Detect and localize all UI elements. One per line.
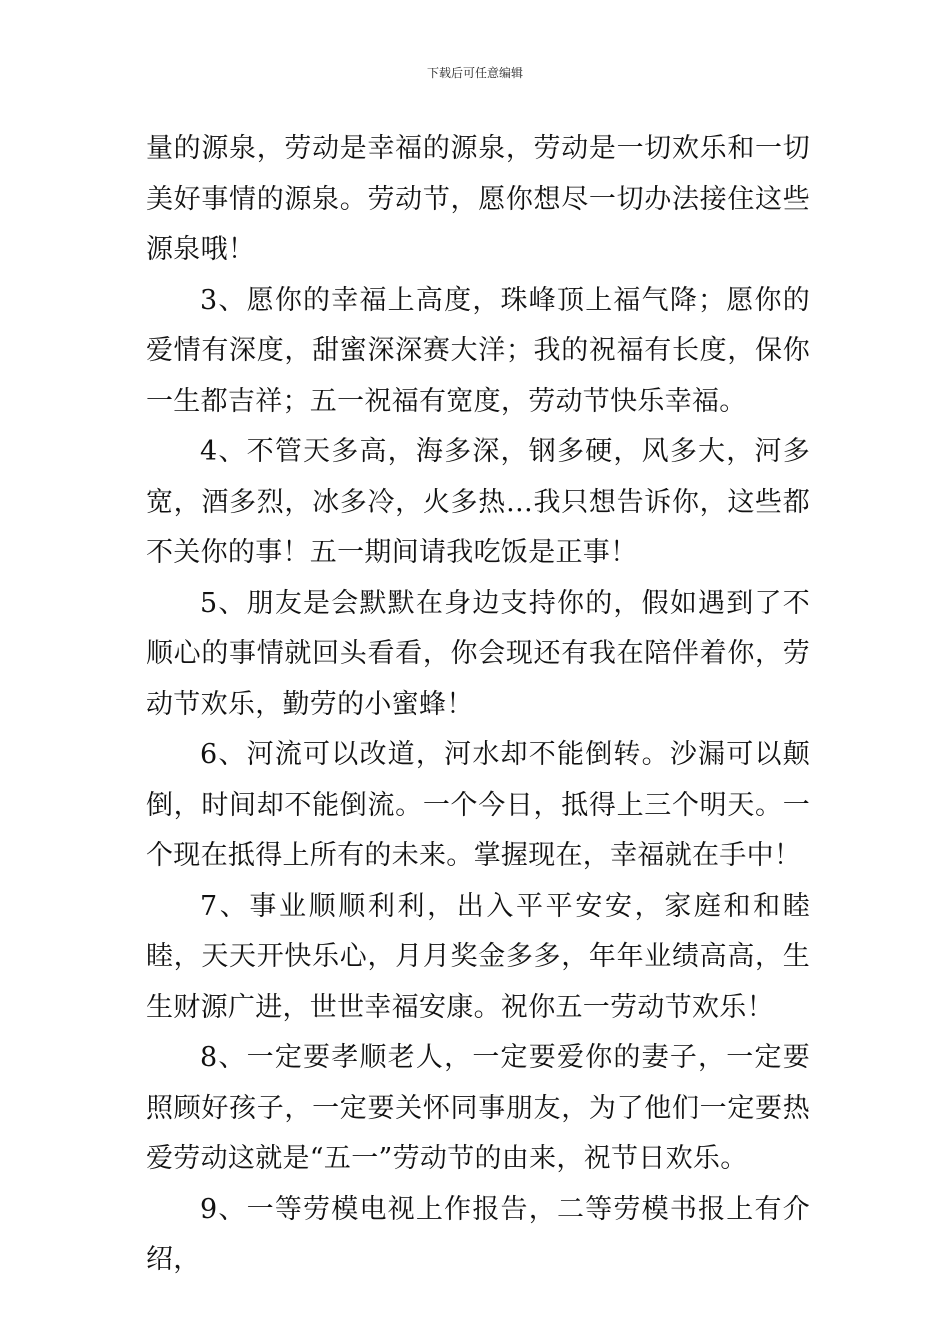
paragraph-item-9: 9、一等劳模电视上作报告，二等劳模书报上有介绍， — [146, 1193, 810, 1275]
paragraph-continuation: 量的源泉，劳动是幸福的源泉，劳动是一切欢乐和一切美好事情的源泉。劳动节，愿你想尽一切办法接住这些源泉哦！ — [146, 133, 810, 265]
paragraph-item-3: 3、愿你的幸福上高度，珠峰顶上福气降；愿你的爱情有深度，甜蜜深深赛大洋；我的祝福有长度，保你一生都吉祥；五一祝福有宽度，劳动节快乐幸福。 — [146, 284, 810, 417]
paragraph-item-5: 5、朋友是会默默在身边支持你的，假如遇到了不顺心的事情就回头看看，你会现还有我在陪伴着你，劳动节欢乐，勤劳的小蜜蜂！ — [146, 587, 810, 720]
paragraph-item-7: 7、事业顺顺利利，出入平平安安，家庭和和睦睦，天天开快乐心，月月奖金多多，年年业绩高高，生生财源广进，世世幸福安康。祝你五一劳动节欢乐！ — [146, 890, 810, 1023]
page-header-note: 下载后可任意编辑 — [426, 66, 523, 80]
document-body — [146, 124, 810, 1286]
paragraph-item-6: 6、河流可以改道，河水却不能倒转。沙漏可以颠倒，时间却不能倒流。一个今日，抵得上三个明天。一个现在抵得上所有的未来。掌握现在，幸福就在手中！ — [146, 739, 810, 871]
paragraph-item-4: 4、不管天多高，海多深，钢多硬，风多大，河多宽，酒多烈，冰多冷，火多热…我只想告诉你，这些都不关你的事！五一期间请我吃饭是正事！ — [146, 436, 810, 568]
paragraph-item-8: 8、一定要孝顺老人，一定要爱你的妻子，一定要照顾好孩子，一定要关怀同事朋友，为了他们一定要热爱劳动这就是“五一”劳动节的由来，祝节日欢乐。 — [146, 1042, 810, 1174]
